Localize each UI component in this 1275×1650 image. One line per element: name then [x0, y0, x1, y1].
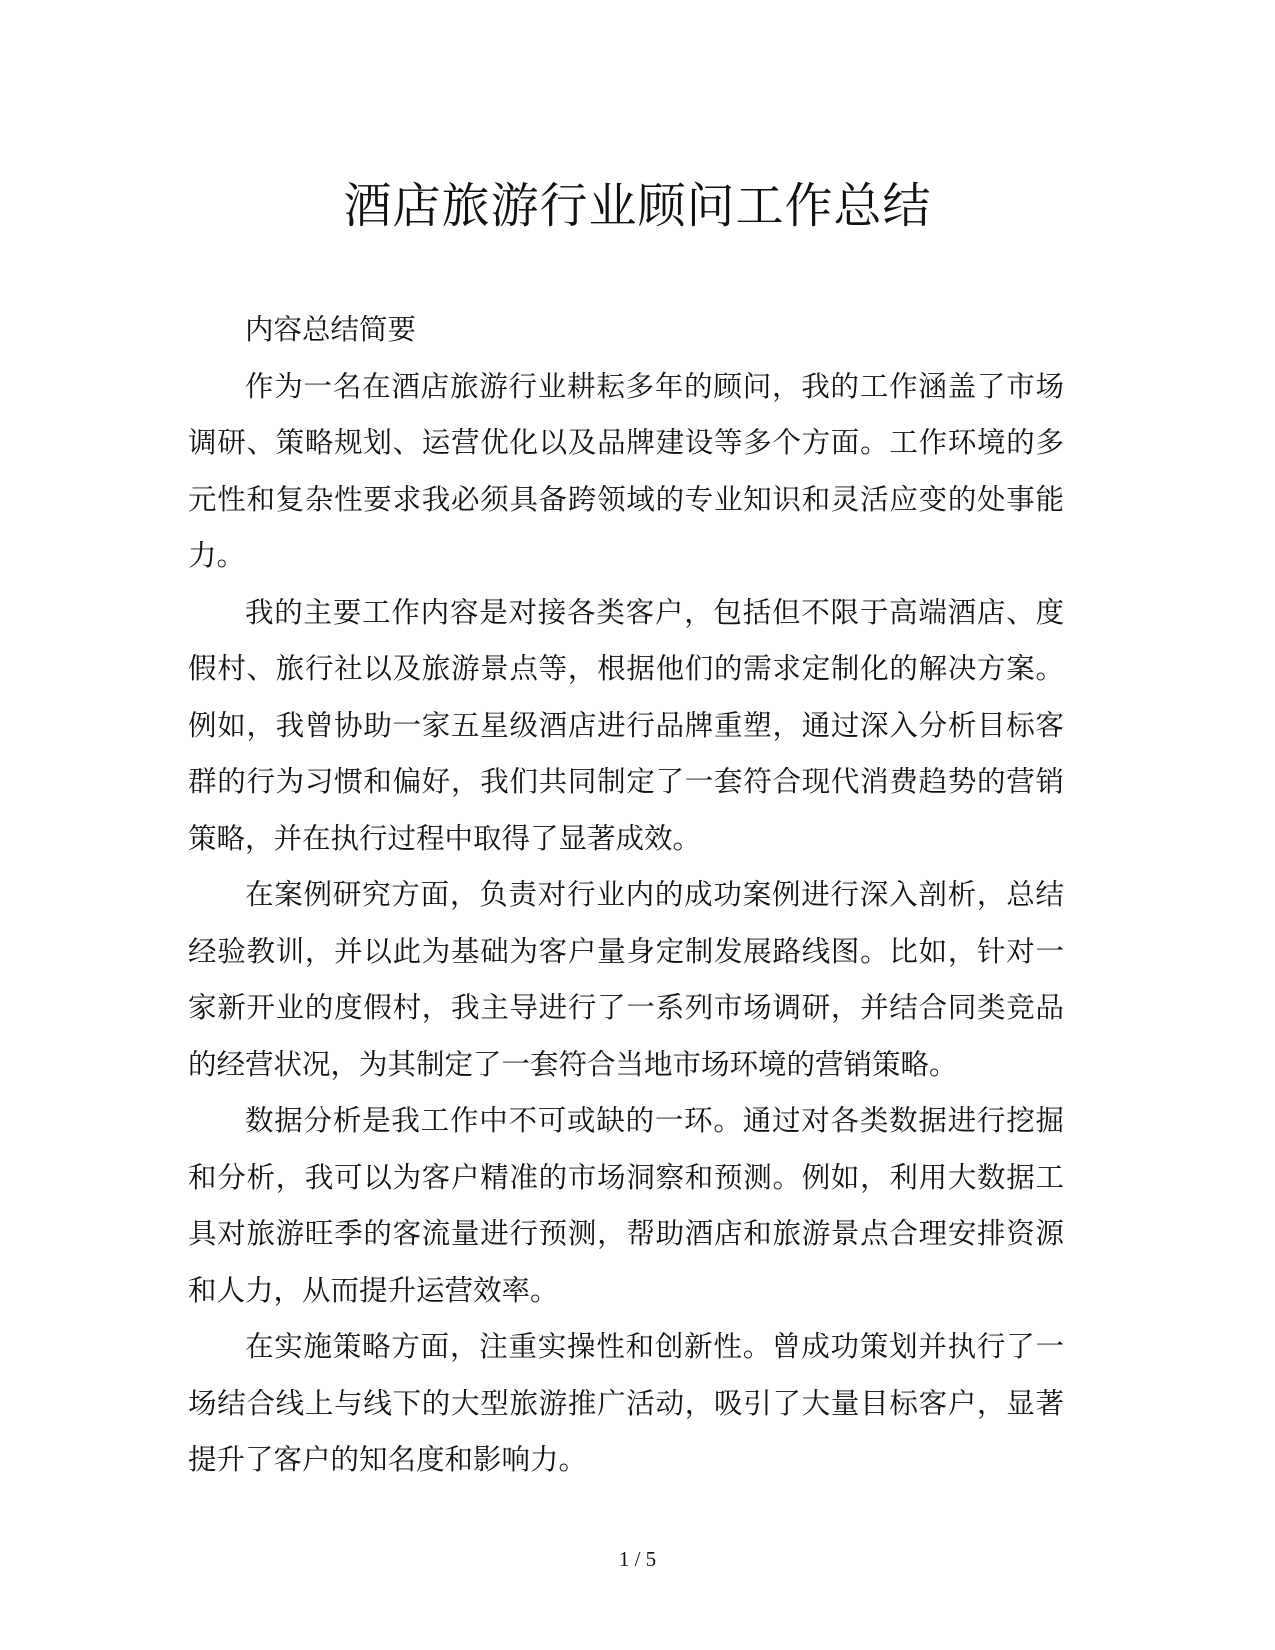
paragraph-implementation: 在实施策略方面，注重实操性和创新性。曾成功策划并执行了一场结合线上与线下的大型旅游推广活动，吸引了大量目标客户，显著提升了客户的知名度和影响力。 — [188, 1330, 1064, 1476]
paragraph-case-study: 在案例研究方面，负责对行业内的成功案例进行深入剖析，总结经验教训，并以此为基础为客户量身定制发展路线图。比如，针对一家新开业的度假村，我主导进行了一系列市场调研，并结合同类竞品的经营状况，为其制定了一套符合当地市场环境的营销策略。 — [188, 878, 1064, 1081]
document-body — [188, 302, 1064, 1489]
summary-heading: 内容总结简要 — [245, 313, 417, 346]
page-number: 1 / 5 — [618, 1547, 657, 1571]
document-title: 酒店旅游行业顾问工作总结 — [343, 178, 932, 234]
paragraph-intro: 作为一名在酒店旅游行业耕耘多年的顾问，我的工作涵盖了市场调研、策略规划、运营优化以及品牌建设等多个方面。工作环境的多元性和复杂性要求我必须具备跨领域的专业知识和灵活应变的处事能力。 — [188, 369, 1064, 572]
paragraph-data-analysis: 数据分析是我工作中不可或缺的一环。通过对各类数据进行挖掘和分析，我可以为客户精准的市场洞察和预测。例如，利用大数据工具对旅游旺季的客流量进行预测，帮助酒店和旅游景点合理安排资源和人力，从而提升运营效率。 — [188, 1104, 1064, 1307]
paragraph-main-work: 我的主要工作内容是对接各类客户，包括但不限于高端酒店、度假村、旅行社以及旅游景点等，根据他们的需求定制化的解决方案。例如，我曾协助一家五星级酒店进行品牌重塑，通过深入分析目标客群的行为习惯和偏好，我们共同制定了一套符合现代消费趋势的营销策略，并在执行过程中取得了显著成效。 — [188, 595, 1064, 855]
